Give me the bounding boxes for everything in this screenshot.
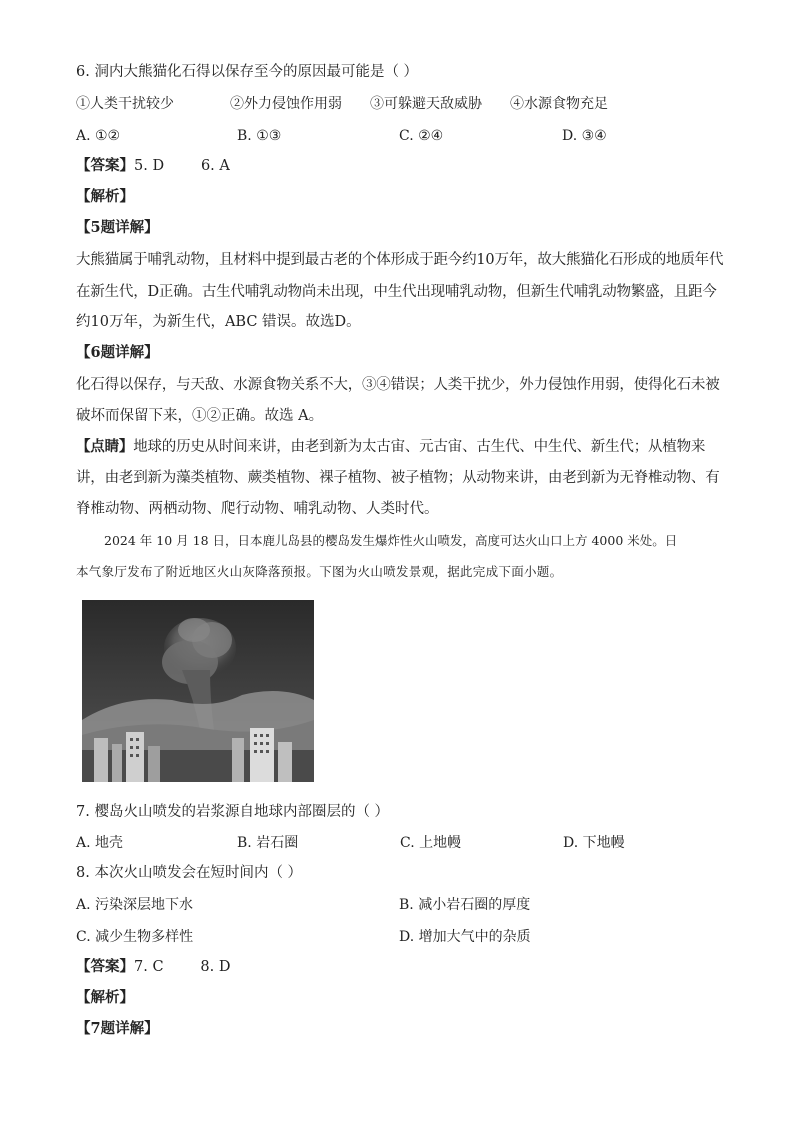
q6-item-4: ④水源食物充足 [510, 96, 608, 112]
q6-option-a: A. ①② [76, 128, 121, 144]
q6-option-c: C. ②④ [399, 128, 444, 144]
detail-5-line-3: 约10万年，为新生代，ABC 错误。故选D。 [76, 314, 361, 330]
material-line-2: 本气象厅发布了附近地区火山灰降落预报。下图为火山喷发景观，据此完成下面小题。 [76, 564, 563, 579]
tip-line-2: 讲，由老到新为藻类植物、蕨类植物、裸子植物、被子植物；从动物来讲，由老到新为无脊椎动物、有 [76, 470, 720, 486]
q7-option-c: C. 上地幔 [400, 835, 462, 851]
q7-stem: 7. 樱岛火山喷发的岩浆源自地球内部圈层的（ ） [76, 804, 390, 820]
detail-5-heading: 【5题详解】 [76, 219, 159, 236]
q8-option-b: B. 减小岩石圈的厚度 [399, 897, 531, 913]
tip-line-3: 脊椎动物、两栖动物、爬行动物、哺乳动物、人类时代。 [76, 501, 439, 517]
q6-stem: 6. 洞内大熊猫化石得以保存至今的原因最可能是（ ） [76, 64, 419, 80]
material-line-1: 2024 年 10 月 18 日，日本鹿儿岛县的樱岛发生爆炸性火山喷发，高度可达火山口上方 4000 米处。日 [104, 533, 678, 548]
tip-label: 【点睛】 [76, 438, 134, 455]
answer-row-2 [76, 957, 230, 977]
q6-item-2: ②外力侵蚀作用弱 [230, 96, 342, 112]
detail-7-heading: 【7题详解】 [76, 1020, 159, 1037]
analysis-label: 【解析】 [76, 188, 134, 205]
detail-6-line-1: 化石得以保存，与天敌、水源食物关系不大，③④错误；人类干扰少，外力侵蚀作用弱，使得化石未被 [76, 377, 720, 393]
answer-label: 【答案】 [76, 157, 134, 174]
q8-stem: 8. 本次火山喷发会在短时间内（ ） [76, 865, 303, 881]
answer-label: 【答案】 [76, 958, 134, 975]
detail-5-line-2: 在新生代，D正确。古生代哺乳动物尚未出现，中生代出现哺乳动物，但新生代哺乳动物繁盛，且距今 [76, 284, 717, 300]
detail-6-heading: 【6题详解】 [76, 344, 159, 361]
answer-text: 5. D 6. A [134, 158, 230, 174]
q7-option-d: D. 下地幔 [563, 835, 625, 851]
q7-option-a: A. 地壳 [76, 835, 124, 851]
q8-option-a: A. 污染深层地下水 [76, 897, 194, 913]
tip-line-1 [76, 437, 705, 457]
q6-option-d: D. ③④ [562, 128, 607, 144]
q7-option-b: B. 岩石圈 [237, 835, 299, 851]
q6-item-1: ①人类干扰较少 [76, 96, 174, 112]
q8-option-d: D. 增加大气中的杂质 [399, 929, 531, 945]
q8-option-c: C. 减少生物多样性 [76, 929, 194, 945]
tip-text-1: 地球的历史从时间来讲，由老到新为太古宙、元古宙、古生代、中生代、新生代；从植物来 [133, 439, 706, 455]
answer-text: 7. C 8. D [134, 959, 231, 975]
q6-item-3: ③可躲避天敌威胁 [370, 96, 482, 112]
answer-row-1 [76, 156, 230, 176]
volcano-eruption-photo [82, 600, 314, 782]
analysis-label: 【解析】 [76, 989, 134, 1006]
detail-6-line-2: 破坏而保留下来，①②正确。故选 A。 [76, 408, 324, 424]
detail-5-line-1: 大熊猫属于哺乳动物，且材料中提到最古老的个体形成于距今约10万年，故大熊猫化石形成的地质年代 [76, 252, 724, 268]
q6-option-b: B. ①③ [237, 128, 282, 144]
